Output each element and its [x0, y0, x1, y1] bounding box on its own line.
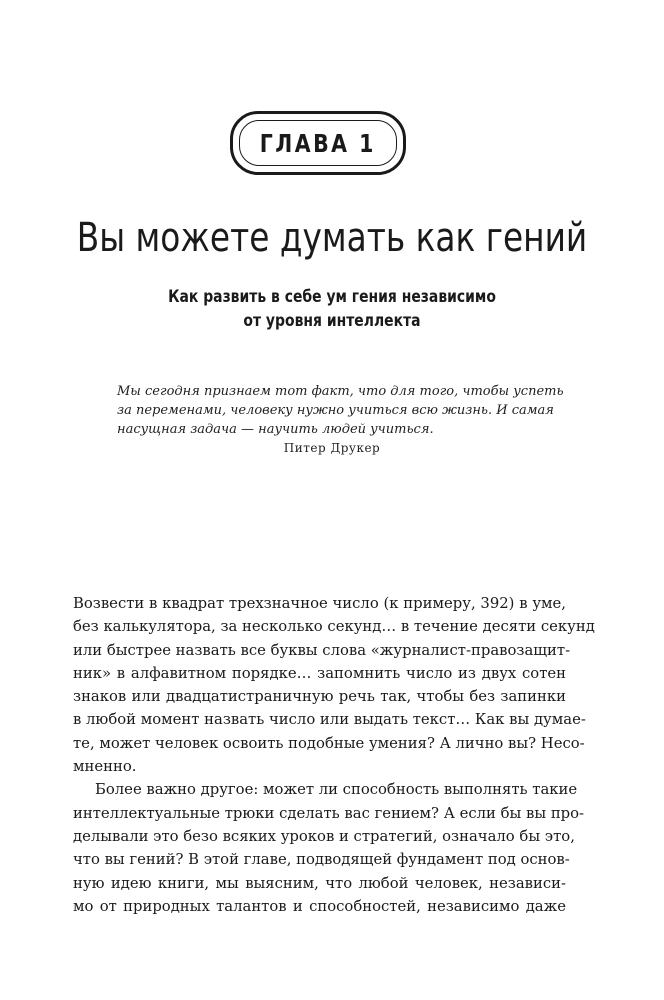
subtitle-line: от уровня интеллекта [243, 311, 421, 331]
epigraph-author: Питер Друкер [283, 441, 381, 455]
text-line: знаков или двадцатистраничную речь так, чтобы без запинки [73, 688, 566, 706]
text-line: Возвести в квадрат трехзначное число (к примеру, 392) в уме, [73, 595, 566, 612]
text-line: интеллектуальные трюки сделать вас гением? А если бы вы про- [73, 804, 585, 822]
chapter-label-inner-frame [239, 120, 397, 166]
paragraph [73, 778, 585, 918]
text-line: ную идею книги, мы выясним, что любой человек, независи- [73, 874, 566, 892]
paragraph [73, 592, 595, 778]
text-line: те, может человек освоить подобные умения? А лично вы? Несо- [73, 734, 585, 752]
text-line: ник» в алфавитном порядке… запомнить число из двух сотен [73, 664, 566, 682]
subtitle-line: Как развить в себе ум гения независимо [168, 287, 496, 307]
text-line: мо от природных талантов и способностей, независимо даже [73, 897, 566, 915]
text-line: без калькулятора, за несколько секунд… в течение десяти секунд [73, 618, 595, 636]
chapter-subtitle [60, 285, 604, 333]
text-line: мненно. [73, 758, 137, 776]
text-line: что вы гений? В этой главе, подводящей фундамент под основ- [73, 851, 570, 869]
text-line: делывали это безо всяких уроков и стратегий, означало бы это, [73, 827, 575, 845]
chapter-label: ГЛАВА 1 [259, 128, 377, 158]
epigraph-line: насущная задача — научить людей учиться. [117, 422, 434, 437]
chapter-label-frame [230, 111, 406, 175]
epigraph-line: Мы сегодня признаем тот факт, что для того, чтобы успеть [117, 384, 564, 399]
chapter-title: Вы можете думать как гений [76, 215, 588, 261]
text-line: в любой момент назвать число или выдать текст… Как вы думае- [73, 711, 586, 729]
epigraph [117, 382, 564, 439]
text-line: или быстрее назвать все буквы слова «журналист-правозащит- [73, 641, 571, 659]
body-text [73, 592, 595, 918]
text-line: Более важно другое: может ли способность выполнять такие [95, 781, 578, 799]
epigraph-line: за переменами, человеку нужно учиться всю жизнь. И самая [117, 403, 554, 418]
